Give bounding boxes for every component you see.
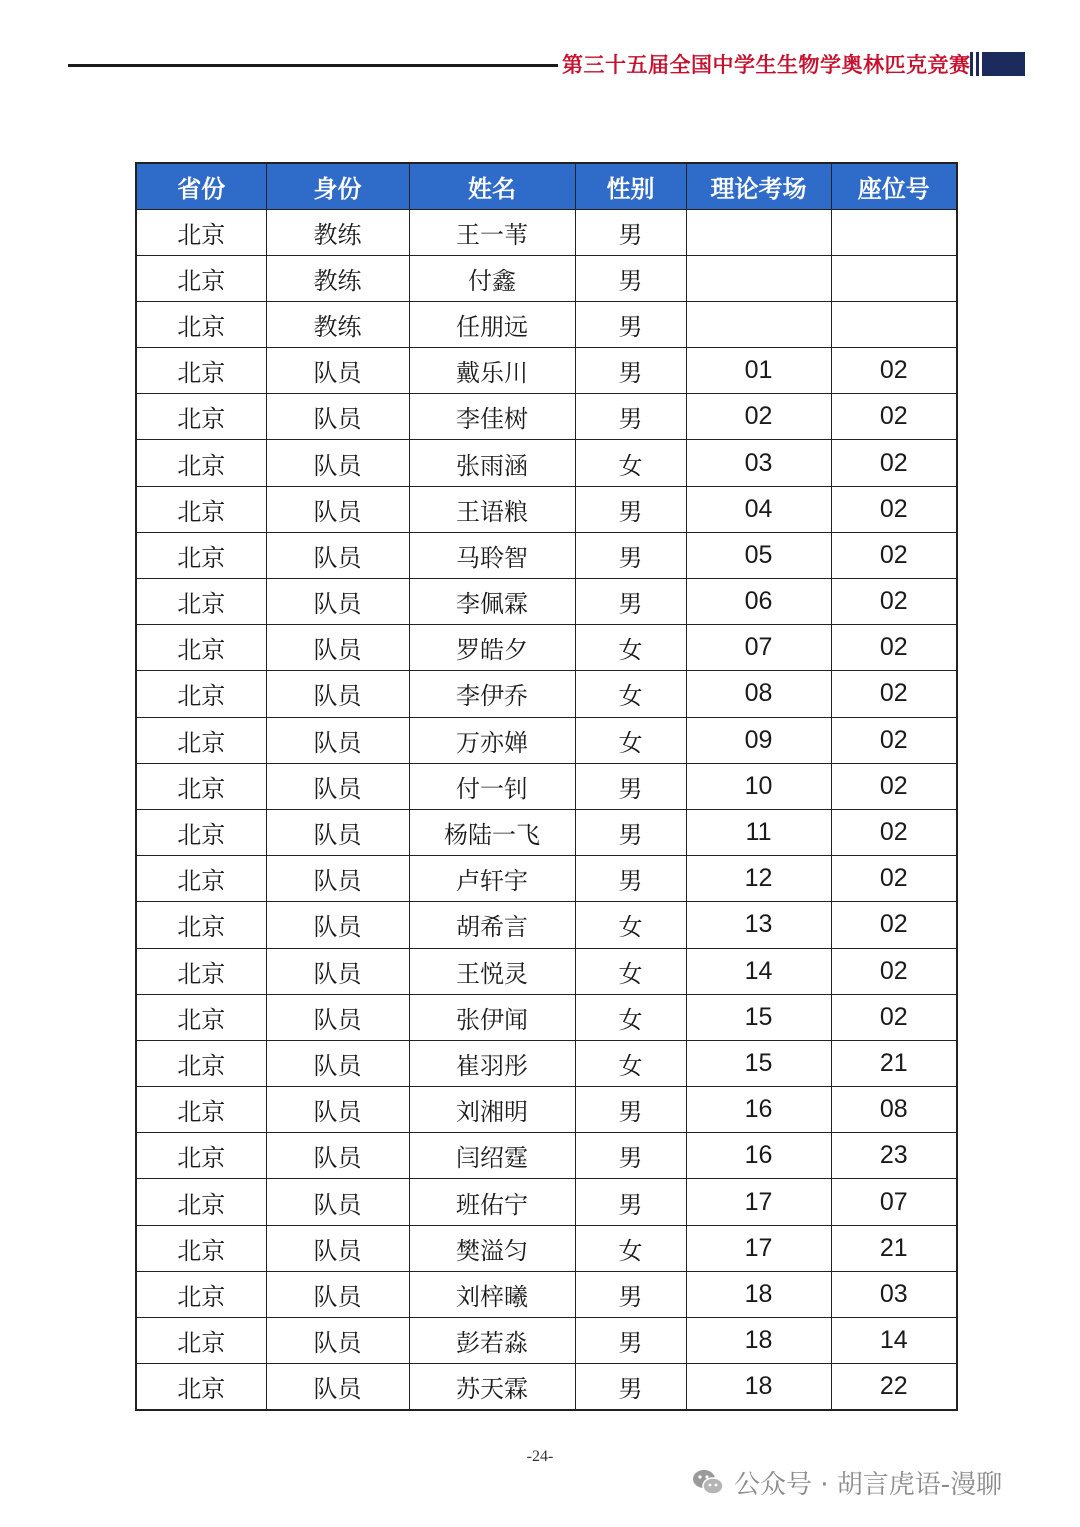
cell-role: 队员 xyxy=(266,1364,409,1410)
cell-exam-room: 10 xyxy=(686,763,831,809)
cell-name: 张雨涵 xyxy=(409,440,575,486)
cell-province: 北京 xyxy=(136,579,266,625)
cell-role: 队员 xyxy=(266,994,409,1040)
cell-province: 北京 xyxy=(136,809,266,855)
cell-name: 罗皓夕 xyxy=(409,625,575,671)
cell-role: 队员 xyxy=(266,394,409,440)
table-row xyxy=(136,301,957,347)
table-row xyxy=(136,1225,957,1271)
cell-province: 北京 xyxy=(136,440,266,486)
cell-gender: 男 xyxy=(575,1271,686,1317)
table-row xyxy=(136,809,957,855)
cell-exam-room: 01 xyxy=(686,348,831,394)
cell-name: 崔羽彤 xyxy=(409,1040,575,1086)
cell-role: 队员 xyxy=(266,486,409,532)
header-bar-block xyxy=(982,52,1025,76)
cell-seat-number: 14 xyxy=(831,1318,957,1364)
cell-province: 北京 xyxy=(136,948,266,994)
cell-role: 队员 xyxy=(266,440,409,486)
cell-seat-number: 23 xyxy=(831,1133,957,1179)
cell-role: 队员 xyxy=(266,1040,409,1086)
cell-exam-room: 17 xyxy=(686,1179,831,1225)
cell-seat-number: 03 xyxy=(831,1271,957,1317)
cell-name: 刘湘明 xyxy=(409,1087,575,1133)
table-row xyxy=(136,579,957,625)
table-row xyxy=(136,625,957,671)
cell-gender: 女 xyxy=(575,717,686,763)
table-row xyxy=(136,1318,957,1364)
table-row xyxy=(136,1133,957,1179)
cell-exam-room: 03 xyxy=(686,440,831,486)
cell-province: 北京 xyxy=(136,1364,266,1410)
cell-role: 队员 xyxy=(266,1179,409,1225)
document-header-title: 第三十五届全国中学生生物学奥林匹克竞赛 xyxy=(562,53,971,77)
cell-role: 教练 xyxy=(266,301,409,347)
cell-seat-number xyxy=(831,209,957,255)
cell-gender: 男 xyxy=(575,348,686,394)
cell-role: 队员 xyxy=(266,1271,409,1317)
cell-exam-room: 15 xyxy=(686,994,831,1040)
cell-name: 胡希言 xyxy=(409,902,575,948)
cell-exam-room xyxy=(686,209,831,255)
cell-province: 北京 xyxy=(136,255,266,301)
cell-province: 北京 xyxy=(136,1179,266,1225)
cell-gender: 男 xyxy=(575,209,686,255)
cell-gender: 女 xyxy=(575,1225,686,1271)
table-row xyxy=(136,1179,957,1225)
cell-exam-room: 08 xyxy=(686,671,831,717)
cell-exam-room: 18 xyxy=(686,1364,831,1410)
cell-exam-room: 04 xyxy=(686,486,831,532)
cell-exam-room: 18 xyxy=(686,1271,831,1317)
cell-province: 北京 xyxy=(136,763,266,809)
column-header-role: 身份 xyxy=(266,163,409,209)
column-header-seat-number: 座位号 xyxy=(831,163,957,209)
cell-gender: 男 xyxy=(575,532,686,578)
cell-seat-number: 02 xyxy=(831,809,957,855)
cell-gender: 男 xyxy=(575,394,686,440)
cell-exam-room: 09 xyxy=(686,717,831,763)
cell-province: 北京 xyxy=(136,671,266,717)
cell-gender: 女 xyxy=(575,948,686,994)
cell-seat-number: 02 xyxy=(831,671,957,717)
cell-exam-room xyxy=(686,255,831,301)
cell-gender: 女 xyxy=(575,1040,686,1086)
header-bar-thin-2 xyxy=(976,52,979,76)
cell-role: 队员 xyxy=(266,579,409,625)
cell-province: 北京 xyxy=(136,486,266,532)
cell-province: 北京 xyxy=(136,1087,266,1133)
cell-exam-room: 07 xyxy=(686,625,831,671)
cell-role: 队员 xyxy=(266,1133,409,1179)
cell-province: 北京 xyxy=(136,717,266,763)
cell-gender: 女 xyxy=(575,625,686,671)
cell-gender: 女 xyxy=(575,902,686,948)
cell-exam-room: 17 xyxy=(686,1225,831,1271)
cell-seat-number: 02 xyxy=(831,394,957,440)
header-bar-thin-1 xyxy=(970,52,973,76)
cell-province: 北京 xyxy=(136,994,266,1040)
cell-seat-number: 02 xyxy=(831,948,957,994)
cell-exam-room: 18 xyxy=(686,1318,831,1364)
cell-province: 北京 xyxy=(136,1133,266,1179)
cell-name: 任朋远 xyxy=(409,301,575,347)
cell-seat-number: 02 xyxy=(831,532,957,578)
cell-seat-number: 22 xyxy=(831,1364,957,1410)
cell-seat-number: 21 xyxy=(831,1225,957,1271)
table-row xyxy=(136,1087,957,1133)
cell-gender: 女 xyxy=(575,671,686,717)
cell-gender: 男 xyxy=(575,809,686,855)
cell-exam-room: 02 xyxy=(686,394,831,440)
cell-gender: 男 xyxy=(575,1133,686,1179)
cell-seat-number: 02 xyxy=(831,440,957,486)
cell-gender: 男 xyxy=(575,856,686,902)
cell-province: 北京 xyxy=(136,625,266,671)
cell-role: 队员 xyxy=(266,1225,409,1271)
roster-table xyxy=(135,162,958,1411)
cell-gender: 男 xyxy=(575,1087,686,1133)
cell-province: 北京 xyxy=(136,1271,266,1317)
cell-name: 张伊闻 xyxy=(409,994,575,1040)
column-header-name: 姓名 xyxy=(409,163,575,209)
cell-name: 王一苇 xyxy=(409,209,575,255)
cell-exam-room: 12 xyxy=(686,856,831,902)
cell-seat-number xyxy=(831,301,957,347)
table-row xyxy=(136,348,957,394)
cell-exam-room: 11 xyxy=(686,809,831,855)
cell-role: 队员 xyxy=(266,348,409,394)
table-row xyxy=(136,1271,957,1317)
cell-name: 付一钊 xyxy=(409,763,575,809)
cell-exam-room: 15 xyxy=(686,1040,831,1086)
cell-province: 北京 xyxy=(136,348,266,394)
cell-seat-number: 02 xyxy=(831,763,957,809)
cell-name: 卢轩宇 xyxy=(409,856,575,902)
cell-seat-number: 07 xyxy=(831,1179,957,1225)
table-row xyxy=(136,255,957,301)
cell-seat-number: 02 xyxy=(831,348,957,394)
cell-name: 马聆智 xyxy=(409,532,575,578)
cell-province: 北京 xyxy=(136,1225,266,1271)
cell-seat-number xyxy=(831,255,957,301)
cell-exam-room: 06 xyxy=(686,579,831,625)
cell-role: 队员 xyxy=(266,902,409,948)
cell-role: 队员 xyxy=(266,948,409,994)
table-row xyxy=(136,671,957,717)
cell-role: 队员 xyxy=(266,671,409,717)
watermark xyxy=(690,1462,1002,1502)
cell-province: 北京 xyxy=(136,301,266,347)
cell-role: 队员 xyxy=(266,532,409,578)
cell-gender: 女 xyxy=(575,440,686,486)
table-row xyxy=(136,994,957,1040)
watermark-text: 公众号 · 胡言虎语-漫聊 xyxy=(734,1469,1003,1500)
column-header-province: 省份 xyxy=(136,163,266,209)
cell-name: 李佩霖 xyxy=(409,579,575,625)
cell-province: 北京 xyxy=(136,532,266,578)
cell-seat-number: 02 xyxy=(831,902,957,948)
cell-role: 队员 xyxy=(266,625,409,671)
cell-role: 队员 xyxy=(266,763,409,809)
table-header-row xyxy=(136,163,957,209)
cell-exam-room: 16 xyxy=(686,1087,831,1133)
cell-gender: 男 xyxy=(575,255,686,301)
cell-seat-number: 02 xyxy=(831,486,957,532)
table-row xyxy=(136,440,957,486)
cell-gender: 男 xyxy=(575,1179,686,1225)
cell-gender: 男 xyxy=(575,486,686,532)
cell-gender: 男 xyxy=(575,1318,686,1364)
cell-province: 北京 xyxy=(136,394,266,440)
cell-name: 刘梓曦 xyxy=(409,1271,575,1317)
cell-role: 队员 xyxy=(266,809,409,855)
cell-seat-number: 02 xyxy=(831,856,957,902)
cell-gender: 男 xyxy=(575,579,686,625)
table-row xyxy=(136,394,957,440)
cell-role: 教练 xyxy=(266,255,409,301)
page-number: -24- xyxy=(526,1448,554,1465)
cell-role: 队员 xyxy=(266,856,409,902)
cell-seat-number: 02 xyxy=(831,994,957,1040)
cell-seat-number: 02 xyxy=(831,717,957,763)
table-row xyxy=(136,209,957,255)
table-row xyxy=(136,717,957,763)
cell-name: 戴乐川 xyxy=(409,348,575,394)
cell-name: 樊溢匀 xyxy=(409,1225,575,1271)
cell-name: 王语粮 xyxy=(409,486,575,532)
cell-gender: 女 xyxy=(575,994,686,1040)
cell-seat-number: 08 xyxy=(831,1087,957,1133)
cell-role: 队员 xyxy=(266,717,409,763)
column-header-exam-room: 理论考场 xyxy=(686,163,831,209)
cell-name: 李伊乔 xyxy=(409,671,575,717)
table-row xyxy=(136,763,957,809)
cell-role: 教练 xyxy=(266,209,409,255)
cell-exam-room: 05 xyxy=(686,532,831,578)
cell-name: 闫绍霆 xyxy=(409,1133,575,1179)
cell-exam-room: 13 xyxy=(686,902,831,948)
cell-name: 万亦婵 xyxy=(409,717,575,763)
cell-gender: 男 xyxy=(575,1364,686,1410)
table-row xyxy=(136,1040,957,1086)
table-row xyxy=(136,856,957,902)
table-row xyxy=(136,948,957,994)
cell-seat-number: 02 xyxy=(831,625,957,671)
cell-exam-room xyxy=(686,301,831,347)
cell-name: 彭若淼 xyxy=(409,1318,575,1364)
cell-name: 杨陆一飞 xyxy=(409,809,575,855)
cell-name: 班佑宁 xyxy=(409,1179,575,1225)
cell-seat-number: 02 xyxy=(831,579,957,625)
cell-role: 队员 xyxy=(266,1087,409,1133)
cell-name: 付鑫 xyxy=(409,255,575,301)
header-rule xyxy=(68,64,558,67)
cell-exam-room: 14 xyxy=(686,948,831,994)
cell-gender: 男 xyxy=(575,763,686,809)
cell-province: 北京 xyxy=(136,1318,266,1364)
cell-province: 北京 xyxy=(136,902,266,948)
cell-seat-number: 21 xyxy=(831,1040,957,1086)
table-row xyxy=(136,1364,957,1410)
wechat-icon xyxy=(690,1464,726,1500)
cell-name: 王悦灵 xyxy=(409,948,575,994)
table-row xyxy=(136,902,957,948)
column-header-gender: 性别 xyxy=(575,163,686,209)
table-row xyxy=(136,486,957,532)
cell-province: 北京 xyxy=(136,856,266,902)
cell-exam-room: 16 xyxy=(686,1133,831,1179)
table-body xyxy=(136,209,957,1410)
cell-role: 队员 xyxy=(266,1318,409,1364)
cell-gender: 男 xyxy=(575,301,686,347)
cell-name: 苏天霖 xyxy=(409,1364,575,1410)
cell-province: 北京 xyxy=(136,1040,266,1086)
cell-province: 北京 xyxy=(136,209,266,255)
table-row xyxy=(136,532,957,578)
cell-name: 李佳树 xyxy=(409,394,575,440)
